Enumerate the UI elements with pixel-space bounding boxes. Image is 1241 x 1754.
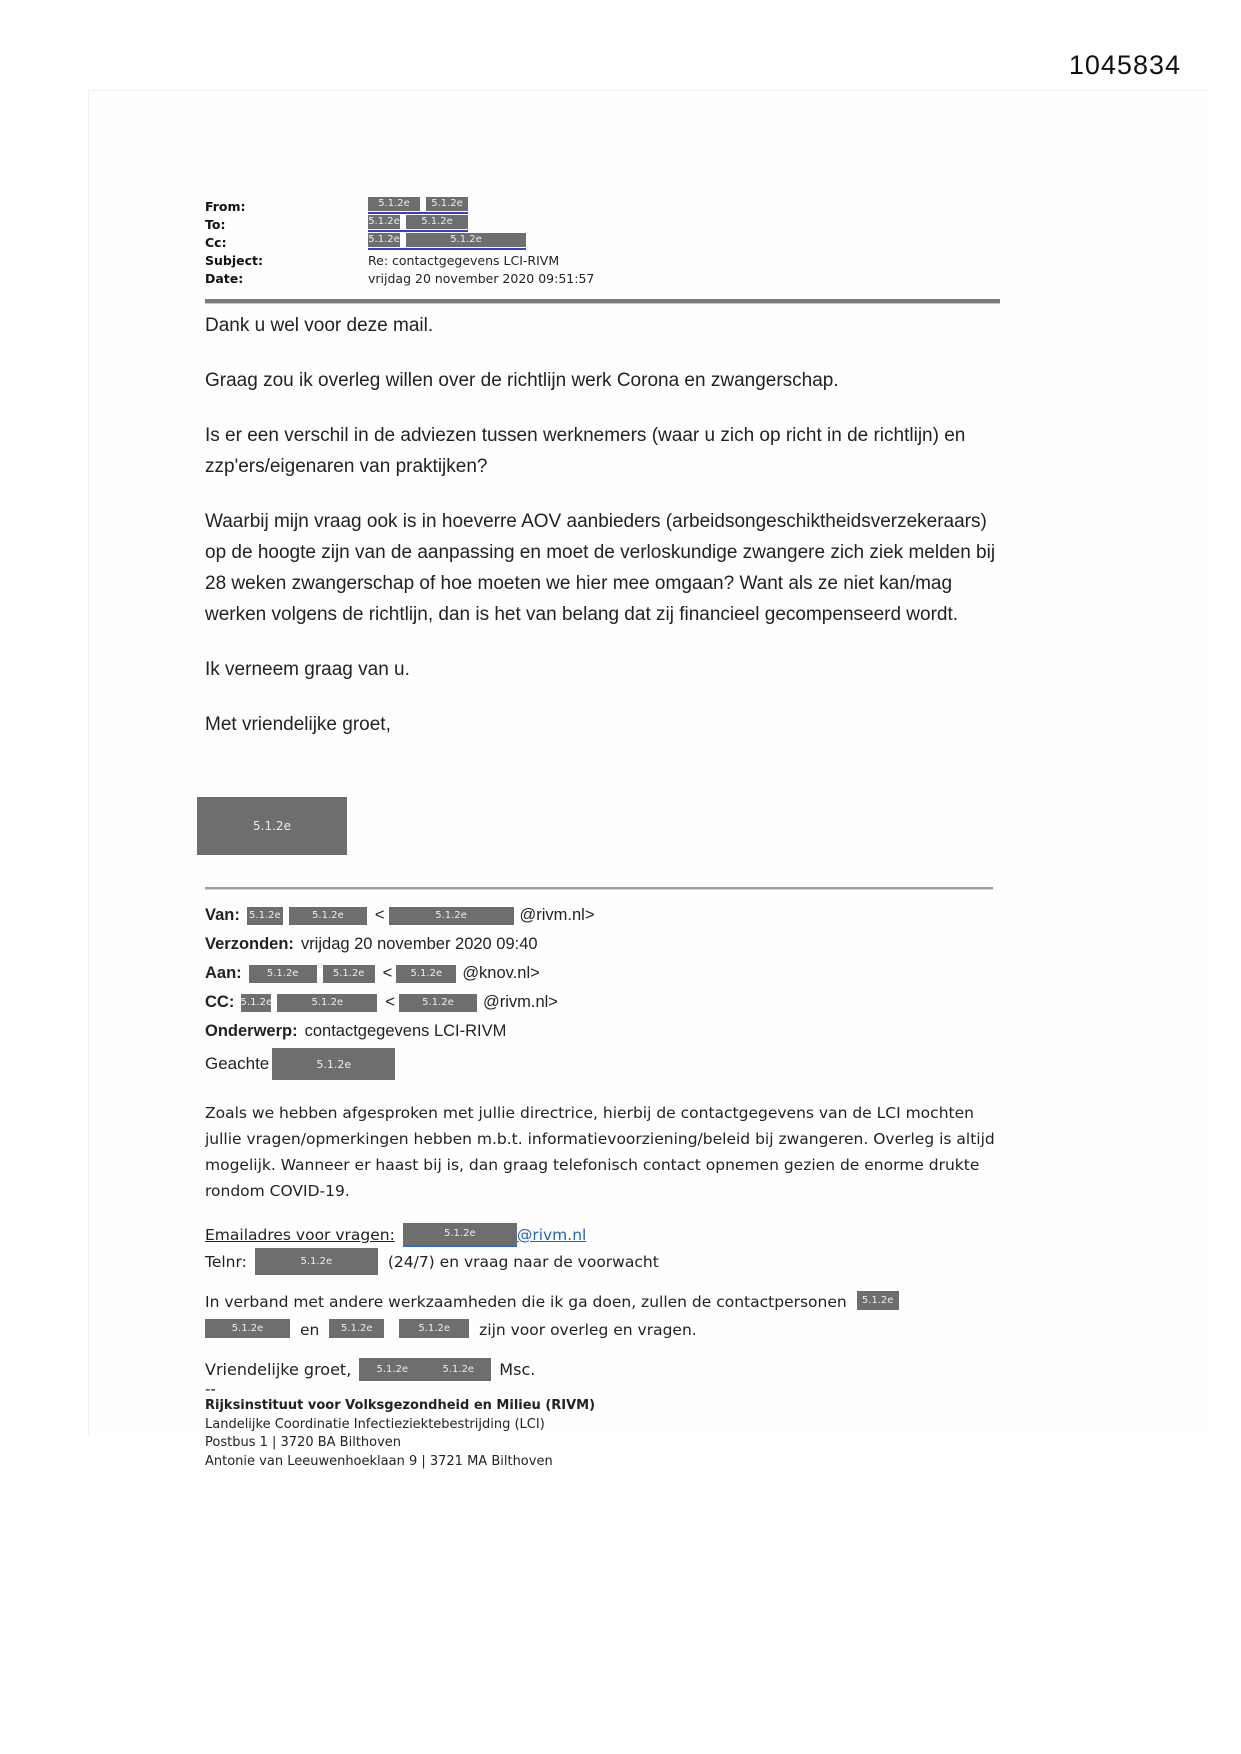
redaction-box: 5.1.2e xyxy=(406,233,526,247)
email-body xyxy=(205,310,1005,764)
date-value: vrijdag 20 november 2020 09:51:57 xyxy=(368,271,595,286)
tel-label: Telnr: xyxy=(205,1252,247,1271)
footer-address-line: Antonie van Leeuwenhoeklaan 9 | 3721 MA Bilthoven xyxy=(205,1453,553,1469)
redaction-box-double xyxy=(359,1358,491,1381)
redaction-box: 5.1.2e xyxy=(205,1319,290,1338)
cc-label: CC: xyxy=(205,993,235,1011)
header-divider-rule xyxy=(205,299,1000,304)
quoted-row-onderwerp xyxy=(205,1017,1035,1046)
redaction-box: 5.1.2e xyxy=(857,1291,899,1310)
subject-value: Re: contactgegevens LCI-RIVM xyxy=(368,253,560,268)
redaction-box: 5.1.2e xyxy=(406,215,468,229)
cc-value-redacted xyxy=(368,233,526,250)
header-row-subject xyxy=(205,250,1005,268)
header-row-date xyxy=(205,268,1005,286)
redaction-box: 5.1.2e xyxy=(249,965,317,983)
onderwerp-value: contactgegevens LCI-RIVM xyxy=(304,1022,507,1040)
redaction-box: 5.1.2e xyxy=(323,965,375,983)
quoted-row-cc xyxy=(205,988,1035,1017)
redaction-box: 5.1.2e xyxy=(396,965,456,983)
redaction-box: 5.1.2e xyxy=(277,994,377,1012)
text-segment: en xyxy=(299,1321,320,1339)
email-header xyxy=(205,196,1005,286)
paragraph: Is er een verschil in de adviezen tussen werknemers (waar u zich op richt in de richtlijn) en zzp'ers/eigenaren van praktijken? xyxy=(205,425,966,477)
closing-suffix: Msc. xyxy=(499,1360,536,1379)
redaction-box: 5.1.2e xyxy=(329,1319,384,1338)
from-value-redacted xyxy=(368,197,468,214)
salutation-line xyxy=(205,1048,395,1080)
redaction-label: 5.1.2e xyxy=(376,1364,409,1375)
redaction-label: 5.1.2e xyxy=(442,1364,475,1375)
signature-divider: -- xyxy=(205,1380,216,1398)
paragraph: Ik verneem graag van u. xyxy=(205,659,410,680)
closing-line xyxy=(205,1358,535,1381)
redaction-box: 5.1.2e xyxy=(403,1223,517,1247)
redaction-box: 5.1.2e xyxy=(368,197,420,211)
tel-suffix: (24/7) en vraag naar de voorwacht xyxy=(387,1252,659,1271)
contactpersons-paragraph xyxy=(205,1288,1015,1344)
rivm-email-link[interactable]: @rivm.nl xyxy=(516,1226,587,1244)
verzonden-label: Verzonden: xyxy=(205,935,294,953)
footer-dept-line: Landelijke Coordinatie Infectieziektebestrijding (LCI) xyxy=(205,1416,545,1432)
from-label: From: xyxy=(205,199,246,214)
quoted-row-van xyxy=(205,901,1035,930)
document-number: 1045834 xyxy=(1068,50,1181,80)
quoted-email-header xyxy=(205,901,1035,1046)
footer-org-line: Rijksinstituut voor Volksgezondheid en Milieu (RIVM) xyxy=(205,1398,596,1413)
text-segment: In verband met andere werkzaamheden die ik ga doen, zullen de contactpersonen xyxy=(205,1293,847,1311)
onderwerp-label: Onderwerp: xyxy=(205,1022,298,1040)
redaction-box: 5.1.2e xyxy=(399,994,477,1012)
redaction-box: 5.1.2e xyxy=(368,234,400,245)
signature-footer xyxy=(205,1397,595,1471)
angle-bracket: < xyxy=(374,906,385,924)
redaction-label: 5.1.2e xyxy=(253,819,291,833)
van-label: Van: xyxy=(205,906,240,924)
quoted-row-verzonden xyxy=(205,930,1035,959)
header-row-to xyxy=(205,214,1005,232)
quoted-mail-divider-rule xyxy=(205,887,993,890)
redaction-box: 5.1.2e xyxy=(289,907,367,925)
header-row-cc xyxy=(205,232,1005,250)
quoted-paragraph: Zoals we hebben afgesproken met jullie directrice, hierbij de contactgegevens van de LCI mochten jullie vragen/opmerkingen hebben m.b.t. informatievoorziening/beleid bij zwangeren. Overleg is altijd mogelijk. Wanneer er haast bij is, dan graag telefonisch contact opnemen gezien de enorme drukte rondom COVID-19. xyxy=(205,1104,995,1200)
signature-redaction-block xyxy=(197,797,347,855)
to-value-redacted xyxy=(368,215,468,232)
redaction-box: 5.1.2e xyxy=(426,197,468,211)
redaction-box: 5.1.2e xyxy=(255,1248,378,1275)
email-label: Emailadres voor vragen: xyxy=(205,1226,395,1244)
quoted-row-aan xyxy=(205,959,1035,988)
contact-email-line xyxy=(205,1223,586,1247)
redaction-box: 5.1.2e xyxy=(389,907,514,925)
subject-label: Subject: xyxy=(205,253,263,268)
contact-phone-line xyxy=(205,1248,659,1275)
cc-domain: @rivm.nl> xyxy=(482,993,558,1011)
angle-bracket: < xyxy=(382,964,393,982)
footer-postbox-line: Postbus 1 | 3720 BA Bilthoven xyxy=(205,1435,402,1450)
date-label: Date: xyxy=(205,271,244,286)
aan-domain: @knov.nl> xyxy=(462,964,540,982)
angle-bracket: < xyxy=(385,993,395,1011)
salutation-text: Geachte xyxy=(205,1054,270,1073)
redaction-box: 5.1.2e xyxy=(399,1319,469,1338)
paragraph: Dank u wel voor deze mail. xyxy=(205,315,434,336)
van-domain: @rivm.nl> xyxy=(519,906,595,924)
redaction-box: 5.1.2e xyxy=(368,216,400,227)
paragraph: Graag zou ik overleg willen over de richtlijn werk Corona en zwangerschap. xyxy=(205,370,839,391)
verzonden-value: vrijdag 20 november 2020 09:40 xyxy=(300,935,538,953)
paragraph: Met vriendelijke groet, xyxy=(205,714,391,735)
text-segment: zijn voor overleg en vragen. xyxy=(479,1321,697,1339)
header-row-from xyxy=(205,196,1005,214)
redaction-box: 5.1.2e xyxy=(241,994,271,1012)
redaction-box: 5.1.2e xyxy=(272,1048,395,1080)
redaction-box: 5.1.2e xyxy=(247,907,283,925)
aan-label: Aan: xyxy=(205,964,242,982)
cc-label: Cc: xyxy=(205,235,227,250)
closing-text: Vriendelijke groet, xyxy=(205,1360,352,1379)
paragraph: Waarbij mijn vraag ook is in hoeverre AOV aanbieders (arbeidsongeschiktheidsverzekeraars) op de hoogte zijn van de aanpassing en moet de verloskundige zwangere zich ziek melden bij 28 weken zwangerschap of hoe moeten we hier mee omgaan? Want als ze niet kan/mag werken volgens de richtlijn, dan is het van belang dat zij financieel gecompenseerd wordt. xyxy=(205,511,996,625)
to-label: To: xyxy=(205,217,226,232)
